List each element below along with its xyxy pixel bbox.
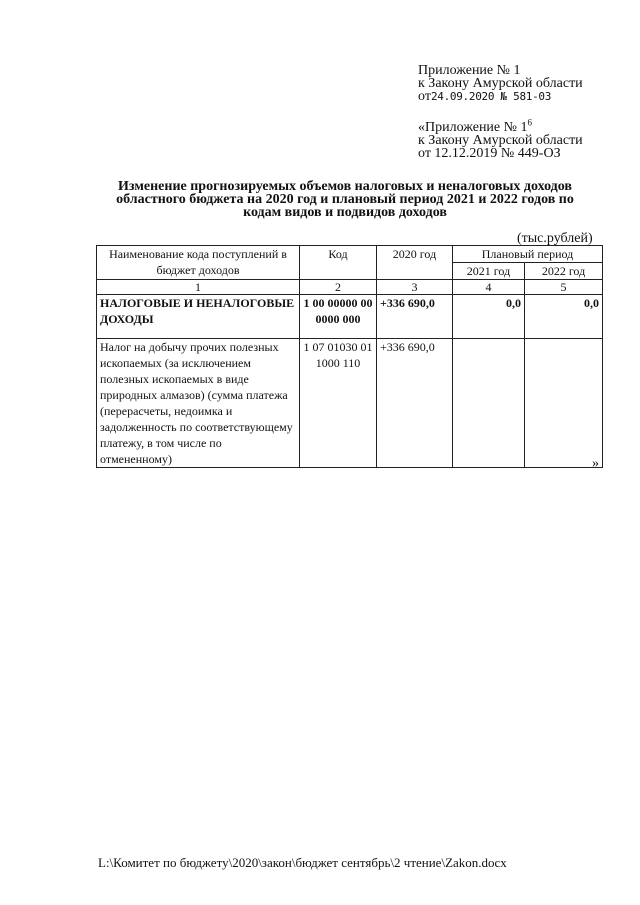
income-changes-table: [96, 245, 603, 468]
table-row: [97, 295, 603, 339]
row-2021: 0,0: [453, 295, 525, 339]
appendix-previous-line3: от 12.12.2019 № 449-ОЗ: [418, 146, 561, 161]
appendix-current-line1: Приложение № 1: [418, 63, 521, 78]
row-name: НАЛОГОВЫЕ И НЕНАЛОГОВЫЕ ДОХОДЫ: [97, 295, 300, 339]
row-name: Налог на добычу прочих полезных ископаемых (за исключением полезных ископаемых в виде природных алмазов) (сумма платежа (перерасчеты, недоимка и задолженность по соответствующему платежу, в том числе по отмененному): [97, 339, 300, 468]
header-name: Наименование кода поступлений в бюджет доходов: [97, 246, 300, 280]
header-planned-period: Плановый период: [453, 246, 603, 263]
appendix-previous-title: «Приложение № 1: [418, 120, 528, 135]
row-2020: +336 690,0: [377, 295, 453, 339]
column-number: 2: [300, 280, 377, 295]
column-number: 1: [97, 280, 300, 295]
document-title-line3: кодам видов и подвидов доходов: [243, 205, 447, 220]
column-number: 5: [525, 280, 603, 295]
appendix-current-line2: к Закону Амурской области: [418, 76, 583, 91]
document-title-line2: областного бюджета на 2020 год и плановый период 2021 и 2022 годов по: [116, 192, 574, 207]
row-2022: 0,0: [525, 295, 603, 339]
appendix-current-line3: [418, 90, 618, 103]
row-2020: +336 690,0: [377, 339, 453, 468]
row-code: 1 07 01030 01 1000 110: [300, 339, 377, 468]
handwritten-date-number: 24.09.2020 № 581-03: [430, 90, 552, 103]
document-title-line1: Изменение прогнозируемых объемов налоговых и неналоговых доходов: [118, 179, 572, 194]
header-2020: 2020 год: [377, 246, 453, 280]
column-number-row: [97, 280, 603, 295]
header-code: Код: [300, 246, 377, 280]
table-header-row-1: [97, 246, 603, 263]
footer-file-path: L:\Комитет по бюджету\2020\закон\бюджет сентябрь\2 чтение\Zakon.docx: [98, 855, 507, 870]
column-number: 4: [453, 280, 525, 295]
appendix-previous-block: [418, 117, 618, 161]
appendix-current-date-prefix: от: [418, 89, 431, 104]
row-2022: [525, 339, 603, 468]
row-2021: [453, 339, 525, 468]
appendix-previous-superscript: 6: [527, 117, 532, 128]
header-2022: 2022 год: [525, 263, 603, 280]
closing-quote: »: [592, 456, 599, 471]
table-row: [97, 339, 603, 468]
document-title: [80, 180, 610, 219]
appendix-previous-line2: к Закону Амурской области: [418, 133, 583, 148]
appendix-current-block: [418, 64, 618, 103]
row-code: 1 00 00000 00 0000 000: [300, 295, 377, 339]
units-label: (тыс.рублей): [517, 231, 593, 246]
column-number: 3: [377, 280, 453, 295]
header-2021: 2021 год: [453, 263, 525, 280]
